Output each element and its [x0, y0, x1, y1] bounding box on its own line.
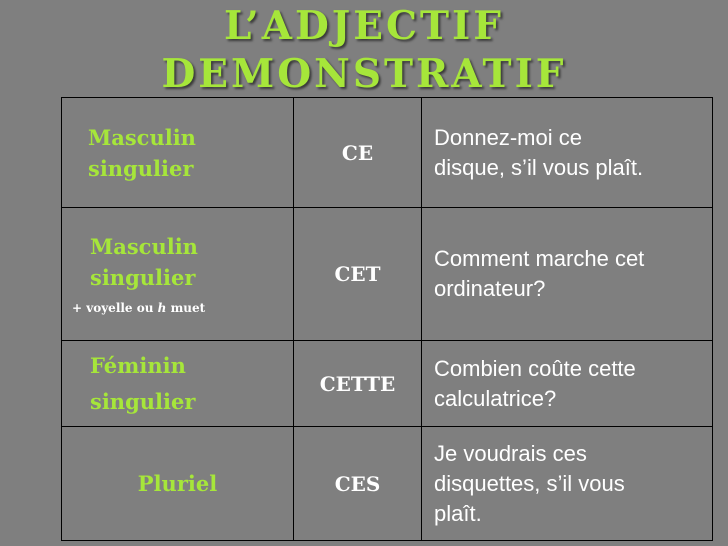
example-cell	[422, 427, 713, 541]
title-line-2: DEMONSTRATIF	[161, 51, 567, 97]
form-label: CET	[334, 262, 381, 286]
table-row	[62, 208, 713, 341]
example-line: Donnez-moi ce	[434, 124, 582, 150]
category-line: Masculin	[88, 124, 196, 150]
category-line: Masculin	[90, 234, 198, 259]
form-label: CE	[341, 140, 374, 165]
example-cell	[422, 341, 713, 427]
example-line: ordinateur?	[434, 276, 546, 301]
note-h: h	[157, 301, 167, 315]
example-line: Combien coûte cette	[434, 355, 636, 381]
example-sentence	[422, 354, 712, 414]
example-sentence	[422, 244, 712, 304]
category-line: singulier	[90, 388, 196, 414]
example-sentence	[422, 123, 712, 183]
category-cell	[62, 98, 294, 208]
category-line: Féminin	[90, 352, 186, 378]
example-cell	[422, 208, 713, 341]
category-cell	[62, 341, 294, 427]
form-label: CETTE	[319, 371, 396, 396]
example-cell	[422, 98, 713, 208]
form-cell	[294, 427, 422, 541]
note-prefix: + voyelle ou	[72, 301, 158, 315]
form-cell	[294, 341, 422, 427]
category-label	[62, 468, 293, 499]
table-row	[62, 98, 713, 208]
category-line: Pluriel	[137, 471, 218, 496]
example-sentence	[422, 439, 712, 529]
category-note	[62, 299, 293, 317]
category-cell	[62, 208, 294, 341]
title-line-1: L’ADJECTIF	[224, 3, 504, 49]
example-line: Je voudrais ces	[434, 440, 587, 466]
table-row	[62, 427, 713, 541]
demonstrative-adjective-table	[61, 97, 713, 541]
category-label	[62, 231, 293, 293]
slide-title	[0, 2, 728, 98]
example-line: plaît.	[434, 500, 482, 526]
form-cell	[294, 208, 422, 341]
category-label	[62, 122, 293, 184]
example-line: Comment marche cet	[434, 246, 645, 271]
category-line: singulier	[90, 265, 196, 290]
category-line: singulier	[88, 155, 194, 181]
category-cell	[62, 427, 294, 541]
category-label	[62, 348, 293, 420]
example-line: calculatrice?	[434, 385, 557, 411]
example-line: disquettes, s’il vous	[434, 470, 625, 496]
example-line: disque, s’il vous plaît.	[434, 154, 644, 180]
table-row	[62, 341, 713, 427]
form-label: CES	[334, 471, 381, 496]
note-suffix: muet	[166, 301, 206, 315]
form-cell	[294, 98, 422, 208]
